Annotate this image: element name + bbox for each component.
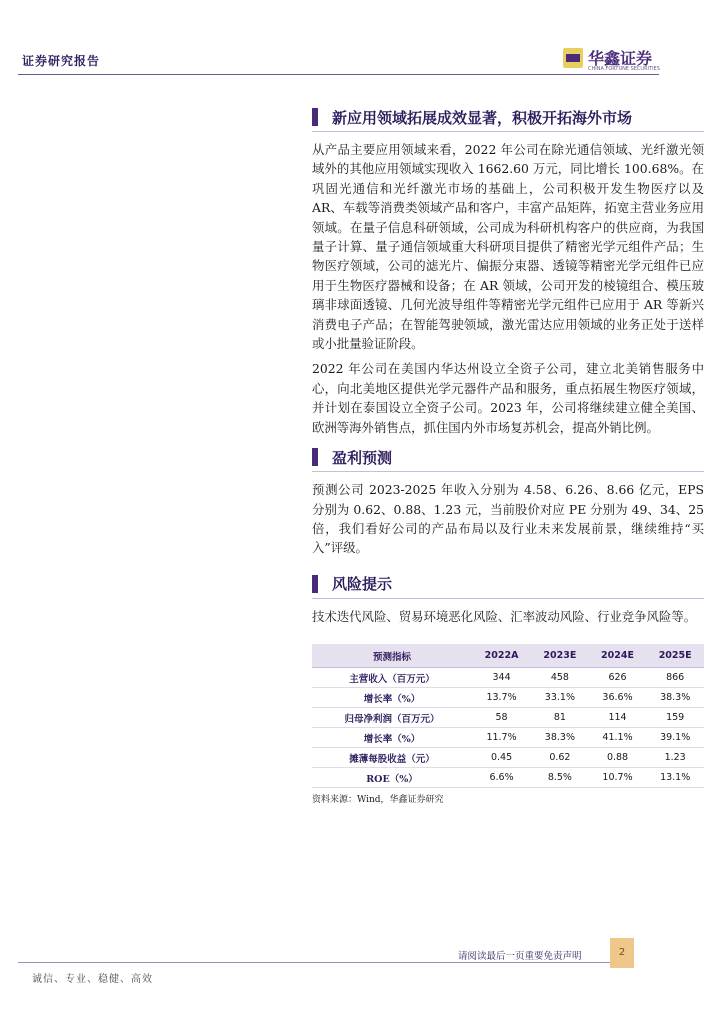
section-title: 风险提示 bbox=[332, 575, 393, 594]
section-title: 盈利预测 bbox=[332, 448, 393, 467]
table-cell: 81 bbox=[531, 708, 589, 728]
table-source-note: 资料来源：Wind，华鑫证券研究 bbox=[312, 795, 444, 806]
row-label: 摊薄每股收益（元） bbox=[312, 748, 472, 768]
section-marker-icon bbox=[312, 575, 318, 593]
row-label: 增长率（%） bbox=[312, 688, 472, 708]
table-cell: 36.6% bbox=[589, 688, 647, 708]
logo-subtext: CHINA FORTUNE SECURITIES bbox=[588, 66, 660, 72]
row-label: 主营收入（百万元） bbox=[312, 668, 472, 688]
table-cell: 38.3% bbox=[531, 728, 589, 748]
row-label: 归母净利润（百万元） bbox=[312, 708, 472, 728]
page-number: 2 bbox=[610, 938, 634, 968]
table-header-row bbox=[312, 644, 704, 668]
table-cell: 866 bbox=[646, 668, 704, 688]
table-cell: 0.45 bbox=[472, 748, 531, 768]
table-cell: 33.1% bbox=[531, 688, 589, 708]
row-label: ROE（%） bbox=[312, 768, 472, 788]
main-content bbox=[312, 103, 704, 805]
table-row bbox=[312, 708, 704, 728]
paragraph: 技术迭代风险、贸易环境恶化风险、汇率波动风险、行业竞争风险等。 bbox=[312, 608, 697, 624]
paragraph: 从产品主要应用领域来看，2022 年公司在除光通信领域、光纤激光领域外的其他应用领域实现收入 1662.60 万元，同比增长 100.68%。在巩固光通信和光纤激光市场的基础上，公司积极开发生物医疗以及 AR、车载等消费类领域产品和客户，丰富产品矩阵，拓宽主营业务应用领域。在量子信息科研领域，公司成为科研机构客户的供应商，为我国量子计算、量子通信领域重大科研项目提供了精密光学元组件产品；生物医疗领域，公司的滤光片、偏振分束器、透镜等精密光学元组件已应用于生物医疗器械和设备；在 AR 领域，公司开发的棱镜组合、模压玻璃非球面透镜、几何光波导组件等精密光学元组件已应用于 AR 等新兴消费电子产品；在智能驾驶领域，激光雷达应用领域的业务正处于送样或小批量验证阶段。 bbox=[312, 142, 704, 352]
table-cell: 0.62 bbox=[531, 748, 589, 768]
table-cell: 58 bbox=[472, 708, 531, 728]
table-cell: 159 bbox=[646, 708, 704, 728]
row-label: 增长率（%） bbox=[312, 728, 472, 748]
table-header-cell: 2022A bbox=[472, 644, 531, 668]
table-cell: 41.1% bbox=[589, 728, 647, 748]
table-cell: 10.7% bbox=[589, 768, 647, 788]
company-motto: 诚信、专业、稳健、高效 bbox=[32, 974, 153, 985]
section-heading bbox=[312, 443, 704, 472]
logo-text: 华鑫证券 bbox=[588, 49, 653, 68]
section-heading bbox=[312, 570, 704, 599]
table-cell: 458 bbox=[531, 668, 589, 688]
table-header-cell: 预测指标 bbox=[312, 644, 472, 668]
table-cell: 344 bbox=[472, 668, 531, 688]
table-cell: 13.1% bbox=[646, 768, 704, 788]
paragraph: 预测公司 2023-2025 年收入分别为 4.58、6.26、8.66 亿元，EPS 分别为 0.62、0.88、1.23 元，当前股价对应 PE 分别为 49、34、25 倍，我们看好公司的产品布局以及行业未来发展前景，继续维持“买入”评级。 bbox=[312, 482, 704, 556]
header-divider bbox=[18, 74, 659, 75]
table-header-cell: 2024E bbox=[589, 644, 647, 668]
table-cell: 38.3% bbox=[646, 688, 704, 708]
table-cell: 39.1% bbox=[646, 728, 704, 748]
table-header-cell: 2025E bbox=[646, 644, 704, 668]
section-marker-icon bbox=[312, 108, 318, 126]
table-header-cell: 2023E bbox=[531, 644, 589, 668]
section-risk-warning bbox=[312, 570, 704, 626]
table-cell: 8.5% bbox=[531, 768, 589, 788]
section-marker-icon bbox=[312, 448, 318, 466]
table-row bbox=[312, 748, 704, 768]
table-cell: 1.23 bbox=[646, 748, 704, 768]
table-row bbox=[312, 688, 704, 708]
table-row bbox=[312, 668, 704, 688]
table-cell: 11.7% bbox=[472, 728, 531, 748]
section-heading bbox=[312, 103, 704, 132]
table-cell: 0.88 bbox=[589, 748, 647, 768]
paragraph: 2022 年公司在美国内华达州设立全资子公司，建立北美销售服务中心，向北美地区提供光学元器件产品和服务，重点拓展生物医疗领域，并计划在泰国设立全资子公司。2023 年，公司将继续建立健全美国、欧洲等海外销售点，抓住国内外市场复苏机会，提高外销比例。 bbox=[312, 361, 704, 435]
logo-icon bbox=[563, 48, 583, 68]
forecast-table bbox=[312, 644, 704, 788]
section-title: 新应用领域拓展成效显著，积极开拓海外市场 bbox=[332, 108, 633, 127]
disclaimer-link[interactable]: 请阅读最后一页重要免责声明 bbox=[458, 951, 582, 962]
section-earnings-forecast bbox=[312, 443, 704, 558]
table-cell: 626 bbox=[589, 668, 647, 688]
table-row bbox=[312, 728, 704, 748]
footer-divider bbox=[18, 962, 610, 963]
table-row bbox=[312, 768, 704, 788]
table-cell: 114 bbox=[589, 708, 647, 728]
table-cell: 13.7% bbox=[472, 688, 531, 708]
company-logo bbox=[563, 46, 663, 76]
section-new-applications bbox=[312, 103, 704, 437]
table-cell: 6.6% bbox=[472, 768, 531, 788]
report-type-label: 证券研究报告 bbox=[22, 54, 101, 68]
